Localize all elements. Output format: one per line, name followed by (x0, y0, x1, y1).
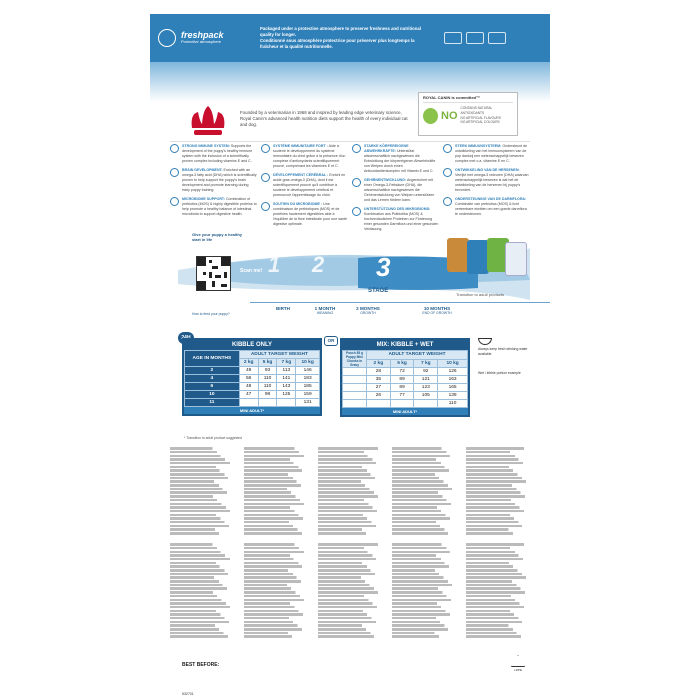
benefit-text: Combination of prebiotics (MOS) & highly digestible proteins to help promote a healthy balance of intestinal microbiota to support digestive health. (182, 197, 257, 217)
benefits-section (170, 144, 530, 232)
weight-header: 5 kg (258, 359, 277, 367)
benefit-text: Kombination aus Präbiotika (MOS) & hochverdaulichen Proteinen zur Förderung einer gesunden Darmflora und einer gesunden Verdauung. (364, 212, 439, 232)
shield-icon (170, 144, 179, 153)
grams-cell: 125 (277, 391, 296, 399)
grams-cell: 165 (438, 384, 468, 392)
grams-cell: 123 (414, 384, 438, 392)
committed-item: NO ARTIFICIAL FLAVOURS (460, 115, 501, 120)
fine-print-block (318, 446, 384, 536)
timeline-value: 10 MONTHS (423, 306, 451, 311)
timeline-unit: END OF GROWTH (422, 311, 452, 315)
freshpack-banner (150, 14, 550, 62)
grams-cell: 48 (239, 383, 258, 391)
table-row (185, 375, 320, 383)
recycle-mark (508, 655, 528, 672)
target-weight-header: ADULT TARGET WEIGHT (367, 351, 468, 360)
kibble-grid (184, 350, 320, 407)
weight-header: 7 kg (414, 359, 438, 368)
benefit-head: DÉVELOPPEMENT CÉRÉBRAL : (273, 173, 329, 178)
benefits-column-de (352, 144, 439, 232)
grams-cell: 121 (414, 376, 438, 384)
committed-box (418, 92, 518, 136)
brain-icon (261, 173, 270, 182)
grams-cell: 93 (258, 367, 277, 375)
weight-header: 5 kg (390, 359, 414, 368)
grams-cell: 89 (390, 384, 414, 392)
shield-icon (443, 144, 452, 153)
shield-icon (261, 144, 270, 153)
mix-grid (342, 350, 468, 408)
table-row (343, 376, 468, 384)
grams-cell: 159 (296, 391, 320, 399)
freshpack-icons (444, 32, 506, 44)
brain-icon (170, 168, 179, 177)
grams-cell: 110 (258, 383, 277, 391)
benefit-head: STRONG IMMUNE SYSTEM: (182, 144, 230, 148)
benefit-text: Enrichi en acide gras oméga-3 (DHA), dont il est scientifiquement prouvé qu'il contribue à soutenir le développement cérébral et promouvoir l'apprentissage du chiot. (273, 173, 346, 198)
fine-print-block (244, 446, 310, 536)
fine-print-block (392, 446, 458, 536)
benefit-head: BRAIN DEVELOPMENT: (182, 168, 223, 173)
freshpack-title: freshpack (181, 30, 224, 41)
committed-no: NO (441, 109, 458, 122)
age-cell: 10 (185, 391, 240, 399)
stage-number-1: 1 (268, 252, 281, 277)
grams-cell: 126 (438, 368, 468, 376)
brand-statement: Founded by a veterinarian in 1968 and inspired by leading edge veterinary science, Royal Canin's advanced health nutrition diets support the health of every individual cat and dog. (240, 110, 408, 128)
benefit-head: UNTERSTÜTZUNG DES MIKROBIOMS: (364, 207, 431, 212)
weight-header: 7 kg (277, 359, 296, 367)
feeding-guide (178, 332, 530, 442)
kibble-table (182, 338, 322, 416)
scan-me-label: Scan me! (240, 268, 263, 274)
benefit-text: Une combinaison de prébiotiques (MOS) et de protéines hautement digestibles aide à l'équilibre de la flore intestinale pour une santé digestive optimale. (273, 202, 348, 227)
table-row (185, 367, 320, 375)
age-cell: 6 (185, 383, 240, 391)
fine-print-block (392, 542, 458, 638)
grams-cell (390, 400, 414, 408)
grams-cell: 105 (414, 392, 438, 400)
leaf-icon (423, 108, 438, 124)
benefit-head: SYSTÈME IMMUNITAIRE FORT : (273, 144, 328, 148)
benefit-text: Enriched with an omega-3 fatty acid (DHA) which is scientifically proven to help support the puppy's brain development and promote learning during early puppy training. (182, 168, 257, 193)
intestine-icon (170, 197, 179, 206)
stage-number-2: 2 (312, 252, 325, 277)
committed-list (461, 106, 513, 125)
benefit-text: Combinatie van prebiotica (MOS) & licht verteerbare eiwitten om een goede darmflora te ondersteunen. (455, 202, 527, 217)
table-row (343, 368, 468, 376)
grams-cell: 89 (390, 376, 414, 384)
stage-label: STAGE (368, 288, 389, 294)
grams-cell: 28 (367, 368, 391, 376)
freshpack-text-en: Packaged under a protective atmosphere to preserve freshness and nutritional quality for longer. (260, 26, 421, 38)
fine-print-block (466, 542, 532, 638)
grams-cell: 27 (367, 384, 391, 392)
committed-item: CONTAINS NATURAL ANTIOXIDANTS (460, 106, 493, 115)
dog-icon (466, 32, 484, 44)
brain-icon (352, 178, 361, 187)
grams-cell: 139 (438, 392, 468, 400)
freshpack-logo (150, 14, 260, 62)
table-row (185, 391, 320, 399)
fine-print-block (318, 542, 384, 638)
weight-header: 10 kg (296, 359, 320, 367)
royal-canin-crown-icon (188, 104, 228, 138)
product-code: 532701 (182, 692, 194, 696)
committed-title: ROYAL CANIN is committed™ (423, 95, 513, 103)
benefit-head: ONTWIKKELING VAN DE HERSENEN: (455, 168, 520, 173)
grams-cell (367, 400, 391, 408)
timeline-10-months (412, 306, 462, 315)
grams-cell (239, 399, 258, 407)
mix-title: MIX: KIBBLE + WET (376, 342, 434, 348)
timeline-birth (268, 306, 298, 311)
grams-cell: 163 (438, 376, 468, 384)
intestine-icon (443, 197, 452, 206)
timeline-value: 1 MONTH (314, 306, 336, 311)
age-cell: 11 (185, 399, 240, 407)
benefit-head: SOUTIEN DU MICROBIOME : (273, 202, 323, 207)
water-bowl-icon (478, 338, 492, 345)
grams-cell: 72 (390, 368, 414, 376)
fine-print-block (170, 542, 236, 638)
qr-code-icon (197, 257, 230, 290)
freshpack-text-fr: Conditionné sous atmosphère protectrice pour préserver plus longtemps la fraîcheur et la qualité nutritionnelle. (260, 38, 415, 49)
brain-icon (443, 168, 452, 177)
grams-cell: 131 (296, 399, 320, 407)
grams-cell: 185 (296, 383, 320, 391)
fine-print-block (244, 542, 310, 638)
grams-cell: 49 (239, 367, 258, 375)
intestine-icon (352, 207, 361, 216)
recycle-icon (511, 655, 525, 667)
grams-cell: 47 (239, 391, 258, 399)
grams-cell: 92 (414, 368, 438, 376)
divider (170, 141, 530, 142)
pack-icon (444, 32, 462, 44)
stage-number-3: 3 (376, 252, 391, 282)
weight-header: 2 kg (367, 359, 391, 368)
benefit-text: Unterstützt wissenschaftlich nachgewiesen die Entwicklung der körpereigenen Abwehrkräfte von Welpen durch einen Antioxidantienkomplex mit Vitamin E und C. (364, 149, 436, 174)
water-note (478, 338, 533, 375)
age-cell: 2 (185, 367, 240, 375)
qr-code[interactable] (196, 256, 231, 291)
grams-cell: 113 (277, 367, 296, 375)
pouch-cell (343, 376, 367, 384)
target-weight-header: ADULT TARGET WEIGHT (239, 351, 319, 359)
benefit-text: Aide à soutenir le développement du système immunitaire du chiot grâce à la présence d'un complexe d'antioxydants scientifiquement prouvé, comprenant les vitamines E et C. (273, 144, 346, 169)
fine-print-block (170, 446, 236, 536)
table-row (343, 400, 468, 408)
product-packs (447, 218, 527, 278)
timeline-line (250, 302, 550, 303)
or-badge: OR (324, 336, 338, 346)
table-row (343, 384, 468, 392)
table-row (343, 392, 468, 400)
intestine-icon (261, 202, 270, 211)
benefit-text: Supports the development of the puppy's healthy immune system with the inclusion of a scientifically proven complex including vitamins E and C. (182, 144, 253, 164)
age-header: AGE IN MONTHS (185, 351, 240, 367)
committed-item: NO ARTIFICIAL COLOURS (460, 120, 500, 125)
fine-print-block (466, 446, 532, 536)
grams-cell: 98 (258, 391, 277, 399)
freshpack-subtitle: Protective atmosphere (181, 39, 222, 45)
grams-cell (277, 399, 296, 407)
freshpack-icon (158, 29, 176, 47)
grams-cell: 143 (277, 383, 296, 391)
pouch-cell (343, 368, 367, 376)
timeline-value: 2 MONTHS (356, 306, 380, 311)
pouch-cell (343, 400, 367, 408)
age-cell: 4 (185, 375, 240, 383)
grams-cell (414, 400, 438, 408)
benefits-column-en (170, 144, 257, 224)
benefit-head: STARKE KÖRPEREIGENE ABWEHRKRÄFTE: (364, 144, 409, 154)
benefit-text: Verrijkt met omega-3 vetzuren (DHA) waarvan wetenschappelijk bewezen is dat het de ontwikkeling van de hersenen bij puppy's bevordert. (455, 173, 529, 193)
pouch-note: Pouch 85 g Puppy Mini Chunks in Gravy (343, 351, 367, 368)
pack-image (505, 242, 527, 276)
benefit-text: Angereichert mit einer Omega-3-Fettsäure (DHA), die wissenschaftlich nachgewiesen die Gehirnentwicklung von Welpen unterstützen und das Lernen fördern kann. (364, 178, 435, 203)
timeline-1-month (308, 306, 342, 315)
cat-icon (488, 32, 506, 44)
qr-title: Give your puppy a healthy start in life (192, 232, 243, 242)
grams-cell: 146 (296, 367, 320, 375)
timeline-value: BIRTH (275, 306, 291, 311)
benefits-column-fr (261, 144, 348, 227)
grams-cell: 183 (296, 375, 320, 383)
grams-cell: 110 (258, 375, 277, 383)
qr-note: How to feed your puppy? (192, 312, 230, 316)
pack-image (467, 240, 489, 274)
benefit-head: ONDERSTEUNING VAN DE DARMFLORA: (455, 197, 527, 202)
grams-cell: 26 (367, 392, 391, 400)
weight-header: 2 kg (239, 359, 258, 367)
grams-cell (258, 399, 277, 407)
timeline-unit: WEANING (316, 311, 334, 315)
weight-header: 10 kg (438, 359, 468, 368)
timeline-unit: GROWTH (360, 311, 376, 315)
grams-cell: 77 (390, 392, 414, 400)
grams-cell: 35 (367, 376, 391, 384)
shield-icon (352, 144, 361, 153)
timeline-2-months (348, 306, 388, 315)
grams-cell: 110 (438, 400, 468, 408)
pouch-cell (343, 392, 367, 400)
pouch-cell (343, 384, 367, 392)
table-row (185, 383, 320, 391)
freshpack-text (260, 26, 430, 49)
best-before-label: BEST BEFORE: (182, 662, 220, 668)
mix-footer: MINI ADULT* (342, 408, 468, 415)
kibble-title: KIBBLE ONLY (231, 342, 273, 348)
grams-cell: 56 (239, 375, 258, 383)
table-row (185, 399, 320, 407)
benefit-head: MICROBIOME SUPPORT: (182, 197, 225, 202)
mix-table (340, 338, 470, 417)
kibble-footer: MINI ADULT* (184, 407, 320, 414)
transition-label: Transition to adult products (455, 292, 505, 297)
benefit-text: Ondersteunt de ontwikkeling van het immuunsysteem van de pup dankzij een wetenschappelijk bewezen complex met o.a. vitamine E en C. (455, 144, 528, 164)
recycle-label: LDPE (514, 668, 522, 672)
portion-example: Wet / kibble portion example (478, 370, 521, 375)
water-text: Always keep fresh drinking water available. (478, 347, 528, 356)
benefits-column-nl (443, 144, 530, 224)
benefit-head: GEHIRNENTWICKLUNG: (364, 178, 407, 183)
benefit-head: STERK IMMUUNSYSTEEM: (455, 144, 502, 148)
feeding-footnote: * Transition to adult product suggested (184, 436, 242, 440)
pack-image (447, 238, 469, 272)
product-label (150, 0, 550, 700)
grams-cell: 141 (277, 375, 296, 383)
